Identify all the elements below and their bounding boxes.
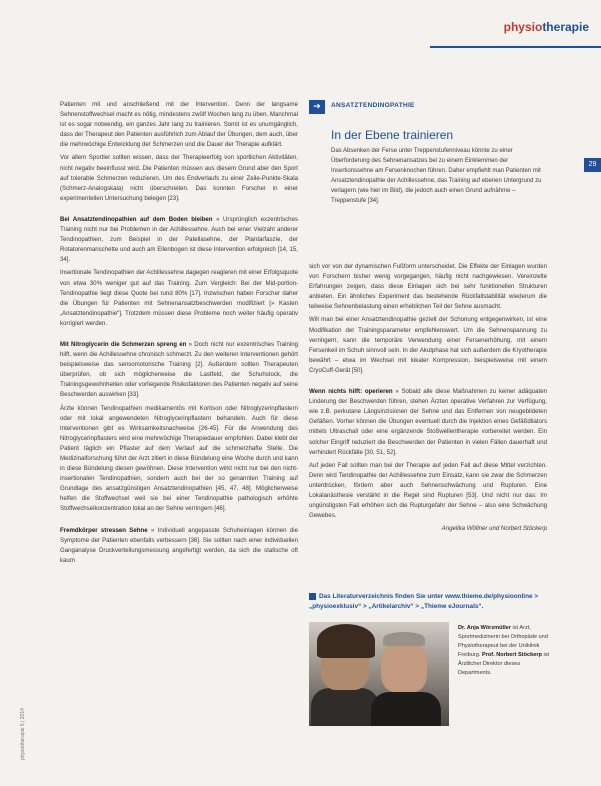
paragraph: Will man bei einer Ansatztendinopathie gezielt der Schonung entgegenwirken, ist eine Modifikation der Trainingsparameter empfehlenswert. Um die Sehnenspannung zu verringern, kann die temporäre Verwendung einer Fersenerhöhung, mit einem Fersenkeil im Schuh sinnvoll sein. In der Akutphase hat sich außerdem die Kryotherapie bewährt – etwa im Wechsel mit lokaler Kompression, beispielsweise mit einem CryoCuff-Gerät [50]. [309,316,547,374]
paragraph: Wenn nichts hilft: operieren » Sobald alle diese Maßnahmen zu keiner adäquaten Linderung der Beschwerden führen, stehen Ärzten operative Verfahren zur Verfügung, wie z.B. perkutane Längsinzisionen der Sehne und das Entfernen von neugebildeten Gefäßen. Vorher können die Übungen eventuell durch die Injektion eines Gefäßdilators mittels Ultraschall oder eine ergänzende Stoßwellentherapie vorbereitet werden. Ein solcher Eingriff reduziert die Beschwerden der Patienten in vielen Fällen dauerhaft und verhindert Rückfälle [30, 51, 52]. [309,388,547,456]
header-rule [430,46,601,48]
square-bullet-icon [309,593,316,600]
paragraph: Mit Nitroglycerin die Schmerzen spreng en » Doch nicht nur exzentrisches Training hilft, wenn die Achillessehne chronisch schmerzt. Zu den weiteren Interventionen gehört beispielsweise das sensomotorische Training [2]. Außerdem sollten Therapeuten überprüfen, ob sich möglicherweise die Lastfeld, der Schuhstock, die Trainingsgewohnheiten oder vorliegende Risikofaktoren des Patienten negativ auf seine Beschwerden auswirken [33]. [60,340,298,399]
author-2-name: Prof. Norbert Stöckerp [481,652,542,658]
box-kicker: ANSATZTENDINOPATHIE [331,102,415,109]
literature-note [309,592,547,612]
author-signature: Angelika Wöllner und Norbert Stöckerp [441,525,547,533]
brand-part-1: physio [503,20,543,34]
paragraph: Insertionale Tendinopathien der Achillessehne dagegen reagieren mit einer Erfolgsquote von etwa 30% weniger gut auf das Training. Zum Vergleich: Bei der Mid-portion-Tendinopathie liegt diese Quote bei rund 80% [17]. Inzwischen haben Forscher daher die Übungen für Patienten mit Sehnenansatzbeschwerden modifiziert [» Kasten „Ansatztendinopathie“]. Trotzdem müssen diese Probleme noch weiter häufig operativ korrigiert werden. [60,269,298,327]
paragraph: Patienten mit und anschließend mit der Intervention. Denn der langsame Sehnenstoffwechsel macht es nötig, mindestens zwölf Wochen lang zu üben. Manchmal ist es sogar notwendig, ein ganzes Jahr lang zu trainieren. Somit ist es unumgänglich, dass der Therapeut den Patienten ausführlich zum Ablauf der Übungen, dem auch, über die mehrwöchige Entwicklung der Schmerzen und die Dauer der Therapie aufklärt. [60,101,298,149]
brand-part-2: therapie [542,20,589,34]
paragraph-text: Ursprünglich exzentrisches Training nicht nur bei Problemen in der Achillessehne. Auch bei einer Vielzahl anderer Tendinopathien, zum Beispiel in der Patellasehne, der Plantarfaszie, der Rotatorenmanschette und auch am Ellenbogen ist diese Intervention erfolgreich [14, 15, 34]. [60,215,299,264]
right-column [309,262,547,537]
paragraph: Auf jeden Fall sollten man bei der Therapie auf jeden Fall auf diese Mittel verzichten. Denn wird Tendinopathie der Achillessehne zum Einsatz, kann sie zwar die Schmerzen unterdrücken, fördern aber auch Sehnenschwächung und Rupturen. Eine Lokalanästhesie verstärkt in die Regel sind Rupturen [53]. Und nicht nur das: Im ungünstigsten Fall erhöhen sich die Rupturgefahr der Sehne – also eine Schwächung Gewebes. [309,461,547,520]
author-1-name: Dr. Anja Wörzmüller [458,625,511,631]
literature-text: Das Literaturverzeichnis finden Sie unter www.thieme.de/physioonline > „physioexklusiv“ > „Artikelarchiv“ > „Thieme eJournals“. [309,593,539,610]
paragraph: Vor allem Sportler sollten wissen, dass der Therapieerfolg von sportlichen Aktivitäten, nicht negativ beeinflusst wird. Die Patienten müssen aus diesem Grund aber den Sport auf tolerable Schmerzen reduzieren. Um des Endverlaufs zu einer Zeile-Punkte-Skala (Schmerz-Analogskala) nicht überschreiten. Das konnten Forscher in einer experimentellen Untersuchung belegen [23]. [60,154,298,202]
paragraph: sich vor von der dynamischen Fußform unterscheidet. Die Effekte der Einlagen wurden von Forschern bisher wenig vorgegangen, häufig nicht nachgewiesen. Vereinzelte Erfahrungen zeigen, dass diese Einlagen sich bei sehr funktionellen Strukturen anbieten. Ein ähnliches Experiment das bestehende Rückfallstabilität wiederum die teilweise Sehnenbelastung einen erheblichen Teil der Sehne ausmacht. [309,263,547,311]
subheading: Fremdkörper stressen Sehne [60,526,148,534]
box-title: In der Ebene trainieren [331,128,454,142]
info-box [309,100,547,252]
page-number: 29 [584,158,601,172]
paragraph: Ärzte können Tendinopathien medikamentös mit Kortison oder Nitroglyzerinpflastern oder mit lokal angewendeten Nitroglycerinpflastern behandeln. Auch für diese Interventionen gibt es Wirksamkeitsnachweise [26-45]. Für die Anwendung des Nitroglycerinpflasters wird eine mehrwöchige Therapiedauer empfohlen. Dabei klebt der Patient täglich ein Pflaster auf dem Verlauf auf die schmerzhafte Stelle. Die Medizinalforschung führt der Arzt zitiert in diese Bündelung eine Woche durch und kann in diese Bündelung diesen gewöhnen. Diese Intervention wirkt nicht nur bei den nicht-insertionalen Tendinopathien, sondern auch bei der so genannten Training auf Grundlage des ansatzgünstigen Ansatztendinopathien [45, 47, 48]. Möglicherweise helfen die Stoffwechsel weil sie bei einer Tendinopathie pathologisch erhöhte Stoffwechselkonzentration lokal an der Sehne verringern [46]. [60,404,298,513]
author-1-text: ist Arzt, Sportmedizinerin bei Orthopäde und Physiotherapeut bei der Uniklinik Freiburg. [458,625,548,658]
author-2-text: ist Ärztlicher Direktor dieses Departments. [458,652,550,676]
paragraph: Bei Ansatztendinopathien auf dem Boden bleiben » Ursprünglich exzentrisches Training nicht nur bei Problemen in der Achillessehne. Auch bei einer Vielzahl anderer Tendinopathien, zum Beispiel in der Patellasehne, der Plantarfaszie, der Rotatorenmanschette und auch am Ellenbogen ist diese Intervention erfolgreich [14, 15, 34]. [60,215,299,264]
side-label: physiotherapie 5 | 2014 [20,708,26,760]
box-body: Das Absenken der Ferse unter Treppenstufenniveau könnte zu einer Überforderung des Sehnenansatzes bei zu einem Einklemmen der Insertionssehne am Fersenknochen führen. Daher empfiehlt man Patienten mit Ansatztendinopathie der Achillessehne, das Training auf ebenen Untergrund zu verlagern (wie hier im Bild), die jedoch auch einen Grund aufnähme – Treppenstufe [34]. [331,148,542,204]
subheading: Wenn nichts hilft: operieren [309,388,393,396]
paragraph-text: Sobald alle diese Maßnahmen zu keiner adäquaten Linderung der Beschwerden führen, stehen Ärzten operative Verfahren zur Verfügung, wie z.B. perkutane Längsinzisionen der Sehne und das Entfernen von neugebildeten Gefäßen. Vorher können die Übungen eventuell durch die Injektion eines Gefäßdilators mittels Ultraschall oder eine ergänzende Stoßwellentherapie vorbereitet werden. Ein solcher Eingriff reduziert die Beschwerden der Patienten in vielen Fällen dauerhaft und verhindert Rückfälle [30, 51, 52]. [309,388,547,456]
author-photo [309,622,449,726]
paragraph-text: Individuell angepasste Schuheinlagen können die Symptome der Patienten ebenfalls verbessern [36]. Sie sollten nach einer individuellen Ganganalyse Druckverteilungsmessung angefertigt werden, da sich die statische oft kaum [60,526,298,564]
subheading: Mit Nitroglycerin die Schmerzen spreng en [60,340,187,348]
paragraph: Fremdkörper stressen Sehne » Individuell angepasste Schuheinlagen können die Symptome der Patienten ebenfalls verbessern [36]. Sie sollten nach einer individuellen Ganganalyse Druckverteilungsmessung angefertigt werden, da sich die statische oft kaum [60,526,298,564]
author-bios [458,624,550,678]
paragraph-text: Doch nicht nur exzentrisches Training hilft, wenn die Achillessehne chronisch schmerzt. Zu den weiteren Interventionen gehört beispielsweise das sensomotorische Training [2]. Außerdem sollten Therapeuten überprüfen, ob sich möglicherweise die Lastfeld, der Schuhstock, die Trainingsgewohnheiten oder vorliegende Risikofaktoren des Patienten negativ auf seine Beschwerden auswirken [33]. [60,340,298,399]
subheading: Bei Ansatztendinopathien auf dem Boden bleiben [60,215,213,223]
arrow-right-icon: ➔ [309,100,325,114]
brand-logo [504,20,589,34]
left-column [60,100,298,569]
